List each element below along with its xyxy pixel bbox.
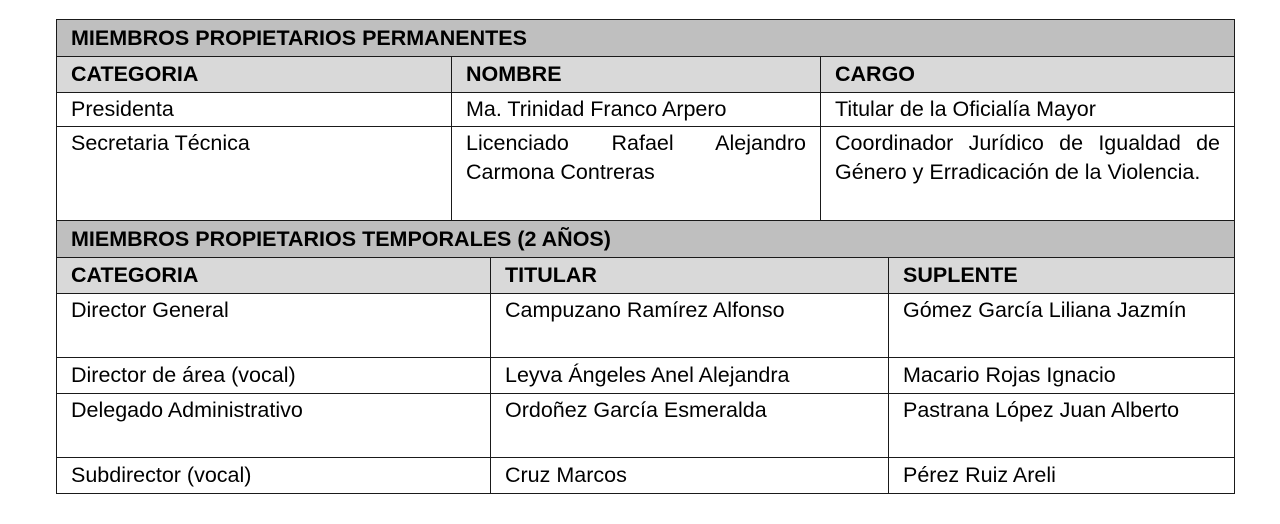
section-title-permanentes: MIEMBROS PROPIETARIOS PERMANENTES [57,20,1235,57]
cell-nombre: Ma. Trinidad Franco Arpero [452,93,821,127]
section-title-temporales: MIEMBROS PROPIETARIOS TEMPORALES (2 AÑOS) [57,221,1235,258]
cell-cargo: Coordinador Jurídico de Igualdad de Género y Erradicación de la Violencia. [821,127,1235,221]
table-row [57,93,1235,127]
cell-titular: Cruz Marcos [491,458,889,494]
cell-categoria: Subdirector (vocal) [57,458,491,494]
cell-suplente: Pérez Ruiz Areli [889,458,1235,494]
members-table [56,19,1235,494]
header-suplente: SUPLENTE [889,258,1235,294]
table-row [57,358,1235,394]
column-header-row [57,57,1235,93]
header-cargo: CARGO [821,57,1235,93]
cell-suplente: Pastrana López Juan Alberto [889,394,1235,458]
cell-titular: Leyva Ángeles Anel Alejandra [491,358,889,394]
cell-suplente: Gómez García Liliana Jazmín [889,294,1235,358]
column-header-row [57,258,1235,294]
header-titular: TITULAR [491,258,889,294]
section-header-row [57,221,1235,258]
cell-titular: Ordoñez García Esmeralda [491,394,889,458]
cell-categoria: Secretaria Técnica [57,127,452,221]
header-categoria: CATEGORIA [57,258,491,294]
cell-categoria: Director de área (vocal) [57,358,491,394]
cell-titular: Campuzano Ramírez Alfonso [491,294,889,358]
cell-categoria: Delegado Administrativo [57,394,491,458]
table-row [57,394,1235,458]
cell-categoria: Presidenta [57,93,452,127]
header-categoria: CATEGORIA [57,57,452,93]
header-nombre: NOMBRE [452,57,821,93]
table-row [57,127,1235,221]
cell-suplente: Macario Rojas Ignacio [889,358,1235,394]
table-row [57,294,1235,358]
cell-cargo: Titular de la Oficialía Mayor [821,93,1235,127]
cell-nombre: Licenciado Rafael Alejandro Carmona Contreras [452,127,821,221]
section-header-row [57,20,1235,57]
cell-categoria: Director General [57,294,491,358]
table-row [57,458,1235,494]
